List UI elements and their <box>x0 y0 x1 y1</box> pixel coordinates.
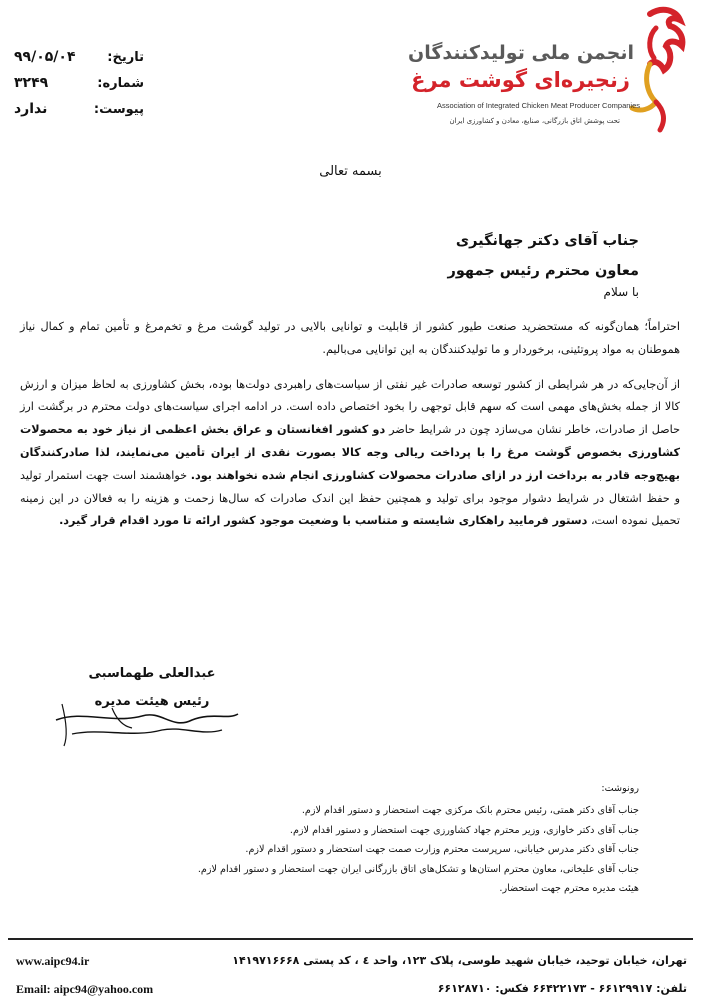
footer-phones: تلفن: ۶۶۱۲۹۹۱۷ - ۶۶۴۲۲۱۷۳ فکس: ۶۶۱۲۸۷۱۰ <box>437 982 687 995</box>
copy-recipient: هیئت مدیره محترم جهت استحضار. <box>499 883 639 895</box>
copies-list <box>198 783 639 899</box>
date-value: ۹۹/۰۵/۰۴ <box>14 49 76 65</box>
footer-web <box>16 947 153 1003</box>
greeting: با سلام <box>603 285 639 299</box>
body-p2-closing: دستور فرمایید راهکاری شایسته و متناسب با وضعیت موجود کشور ارائه تا مورد اقدام قرار گیرد. <box>59 514 588 528</box>
org-supervision-text: تحت پوشش اتاق بازرگانی، صنایع، معادن و کشاورزی ایران <box>449 117 620 125</box>
body-paragraph-2 <box>20 374 680 534</box>
addressee-block <box>447 226 639 286</box>
number-label: شماره: <box>97 75 144 91</box>
body-p2-emphasis: دو کشور افغانستان و عراق بخش اعظمی از نیاز خود به محصولات کشاورزی بخصوص گوشت مرغ را با پرداخت ریالی وجه کالا بصورت نقدی از ایران تأمین می‌نمایند، لذا صادرکنندگان بهیچ‌وجه قادر به برداخت ارز در ازای صادرات محصولات کشاورزی انجام شده نخواهند بود. <box>20 423 681 482</box>
number-value: ۳۲۴۹ <box>14 75 49 91</box>
letter-meta <box>14 44 144 122</box>
handwritten-signature <box>52 690 242 750</box>
letterhead-logo <box>408 6 690 136</box>
bismillah-heading: بسمه تعالی <box>319 164 382 179</box>
signer-name: عبدالعلی طهماسبی <box>88 666 216 681</box>
copy-recipient: جناب آقای دکتر مدرس خیابانی، سرپرست محترم وزارت صمت جهت استحضار و دستور اقدام لازم. <box>245 844 639 856</box>
footer-contact <box>232 947 687 1003</box>
attachment-value: ندارد <box>14 101 48 117</box>
footer-website[interactable]: www.aipc94.ir <box>16 954 90 968</box>
footer-email[interactable]: Email: aipc94@yahoo.com <box>16 982 154 996</box>
signer-role: رئیس هیئت مدیره <box>94 694 210 709</box>
date-label: تاریخ: <box>107 49 144 65</box>
org-name-line2: زنجیره‌ای گوشت مرغ <box>411 68 630 92</box>
org-name-line1: انجمن ملی تولیدکنندگان <box>408 42 634 64</box>
meta-attachment-row <box>14 96 144 122</box>
copies-heading: رونوشت: <box>601 783 639 794</box>
letter-body <box>20 316 680 533</box>
body-p2-intro: از آن‌جایی‌که در هر شرایطی از کشور توسعه صادرات غیر نفتی از سیاست‌های راهبردی دولت‌ها بوده، بخش کشاورزی به لحاظ میزان و ارزش کالا از جمله بخش‌های مهمی است که سهم قابل توجهی را بخود اختصاص داده است. در ادامه اجرای سیاست‌های دولت محترم در برگشت ارز حاصل از صادرات، خاطر نشان می‌سازد چون در شرایط حاضر <box>20 377 680 437</box>
meta-number-row <box>14 70 144 96</box>
footer-divider <box>8 938 693 940</box>
copy-recipient: جناب آقای دکتر خاوازی، وزیر محترم جهاد کشاورزی جهت استحضار و دستور اقدام لازم. <box>289 824 639 836</box>
addressee-title: معاون محترم رئیس جمهور <box>447 263 639 279</box>
copy-recipient: جناب آقای علیخانی، معاون محترم استان‌ها و تشکل‌های اتاق بازرگانی ایران جهت استحضار و دستور اقدام لازم. <box>197 863 639 875</box>
body-paragraph-1: احتراماً؛ همان‌گونه که مستحضرید صنعت طیور کشور از قابلیت و توانایی بالایی در تولید گوشت مرغ و تخم‌مرغ و تأمین تمام و کمال نیاز هموطنان به مواد پروتئینی، برخوردار و ما تولیدکنندگان به این توانایی می‌بالیم. <box>20 320 680 356</box>
org-name-english: Association of Integrated Chicken Meat Producer Companies <box>436 101 640 110</box>
addressee-name: جناب آقای دکتر جهانگیری <box>455 233 639 249</box>
meta-date-row <box>14 44 144 70</box>
body-p2-request: خواهشمند است جهت استمرار تولید و حفظ اشتغال در شرایط دشوار موجود برای تولید و همچنین حفظ این اندک صادرات که سال‌ها زحمت و هزینه را به فعالان در این زمینه تحمیل نموده است، <box>20 468 680 528</box>
footer-address: تهران، خیابان توحید، خیابان شهید طوسی، پلاک ۱۲۳، واحد ٤ ، کد پستی ۱۴۱۹۷۱۶۶۶۸ <box>232 954 687 967</box>
copy-recipient: جناب آقای دکتر همتی، رئیس محترم بانک مرکزی جهت استحضار و دستور اقدام لازم. <box>301 805 639 816</box>
attachment-label: پیوست: <box>93 101 144 117</box>
